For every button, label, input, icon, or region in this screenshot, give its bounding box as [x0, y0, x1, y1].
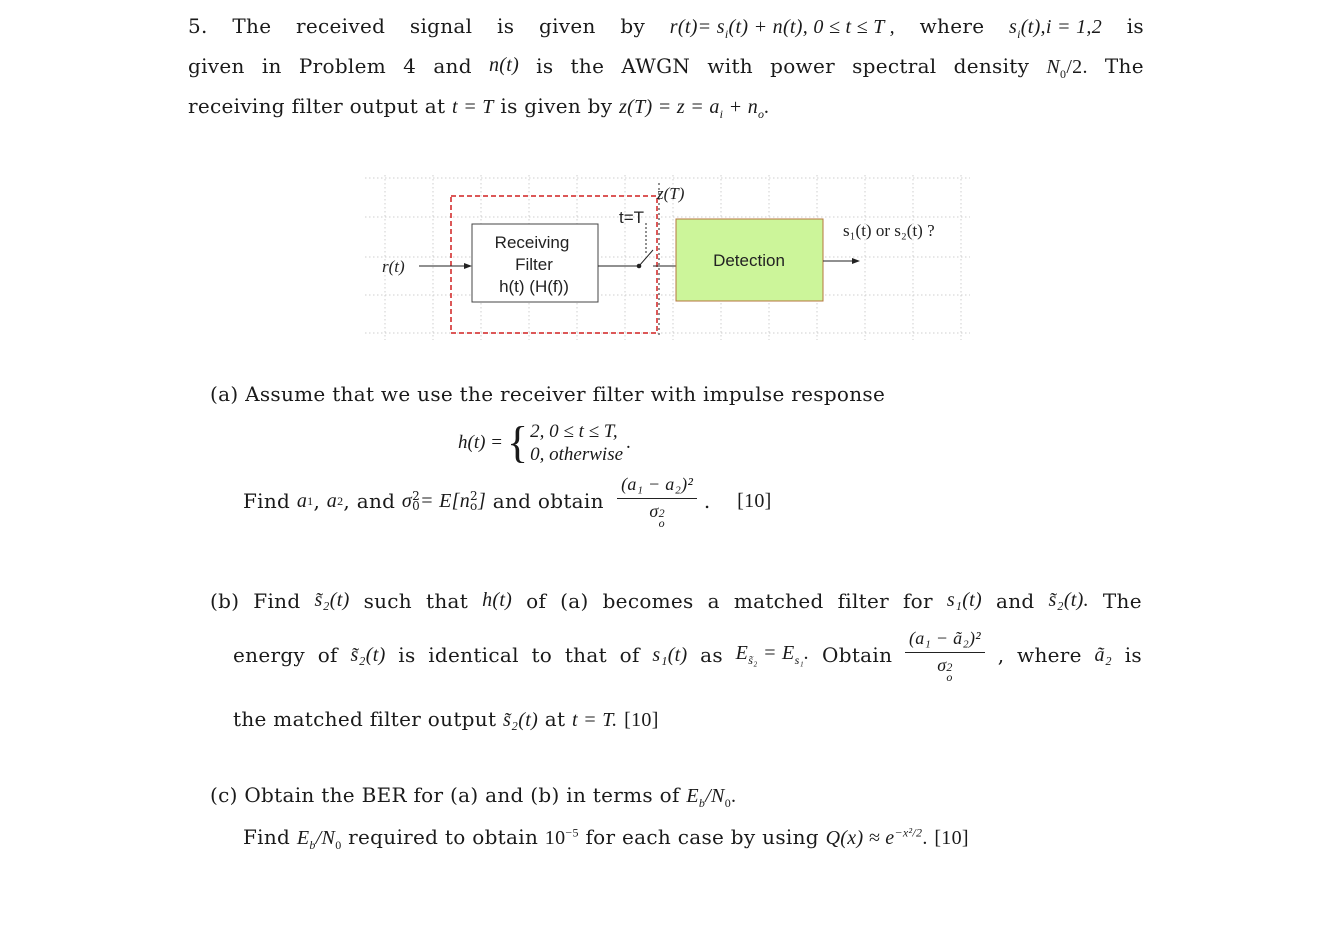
part-c-line-1: (c) Obtain the BER for (a) and (b) in terms of $E_b/N_0$.: [210, 783, 737, 810]
detection-label: Detection: [713, 251, 785, 270]
input-signal-label: r(t): [382, 257, 405, 276]
filter-label-line-2: Filter: [515, 255, 553, 274]
problem-line-2: given in Problem 4 and n(t) is the AWGN with power spectral density $N_0/2$. The: [188, 54, 1144, 81]
part-c-marks: [10]: [934, 827, 969, 849]
filter-label-line-1: Receiving: [494, 233, 570, 252]
part-b-label: (b): [210, 589, 240, 613]
part-a-marks: [10]: [737, 489, 772, 512]
part-b-line-2: energy of s̃₂(t) is identical to that of s₁(t) as $E_{s̃_2} = E_{s_1}$. Obtain (a₁ − ã₂)² σ 2 o , where ã₂ is: [233, 628, 1142, 684]
problem-line-1: 5. The received signal is given by $r(t)= s_i(t) + n(t)$, 0 ≤ t ≤ T , where $s_i(t),i = 1,2$ is: [188, 14, 1144, 41]
sampled-output-label: z(T): [657, 184, 685, 203]
psd-expression: $N_0/2$.: [1046, 56, 1088, 81]
signal-index-expression: $s_i(t),i = 1,2$: [1009, 16, 1102, 41]
impulse-response-definition: h(t) = { 2, 0 ≤ t ≤ T, 0, otherwise .: [458, 418, 631, 467]
receiver-block-diagram: [365, 175, 970, 340]
sampling-time-label: t=T: [619, 208, 645, 227]
part-a-find-line: Find a 1 , a 2 , and σ 2 0 = E[n 2 o ] and obtain (a₁ − a₂)² σ 2 o . [10]: [243, 474, 772, 530]
output-arrowhead: [852, 258, 860, 264]
eb-n0-ratio: $E_b/N_0$.: [686, 785, 737, 810]
left-brace: {: [507, 418, 529, 467]
piecewise-cases: 2, 0 ≤ t ≤ T, 0, otherwise: [530, 421, 624, 465]
noise-term: n(t): [488, 54, 520, 76]
q-function-approx: $Q(x) \approx e^{-x^2/2}$.: [825, 825, 928, 849]
part-a-statement: (a) Assume that we use the receiver filter with impulse response: [210, 382, 886, 406]
snr-fraction-b: (a₁ − ã₂)² σ 2 o: [905, 628, 985, 682]
part-b-marks: [10]: [624, 709, 659, 731]
snr-fraction-a: (a₁ − a₂)² σ 2 o: [617, 474, 697, 528]
filter-label-line-3: h(t) (H(f)): [499, 277, 569, 296]
part-b-line-3: the matched filter output s̃₂(t) at t = T. [10]: [233, 707, 659, 731]
problem-number: 5.: [188, 14, 208, 38]
part-c-line-2: Find $E_b/N_0$ required to obtain $10^{-5}$ for each case by using $Q(x) \approx e^{-x^2/2}$. [10]: [243, 825, 969, 852]
input-arrowhead: [464, 263, 472, 269]
energy-equality: $E_{s̃_2} = E_{s_1}$.: [735, 642, 810, 667]
filter-output-equation: $z(T) = z = a_i + n_o$.: [619, 96, 770, 121]
problem-line-3: receiving filter output at t = T is given by $z(T) = z = a_i + n_o$.: [188, 94, 770, 121]
target-ber: $10^{-5}$: [544, 825, 579, 849]
part-b-line-1: (b) Find s̃₂(t) such that h(t) of (a) becomes a matched filter for s₁(t) and s̃₂(t). The: [210, 589, 1142, 613]
received-signal-equation: $r(t)= s_i(t) + n(t)$, 0 ≤ t ≤ T ,: [669, 16, 895, 41]
decision-output-label: s₁(t) or s₂(t) ?: [843, 221, 935, 240]
